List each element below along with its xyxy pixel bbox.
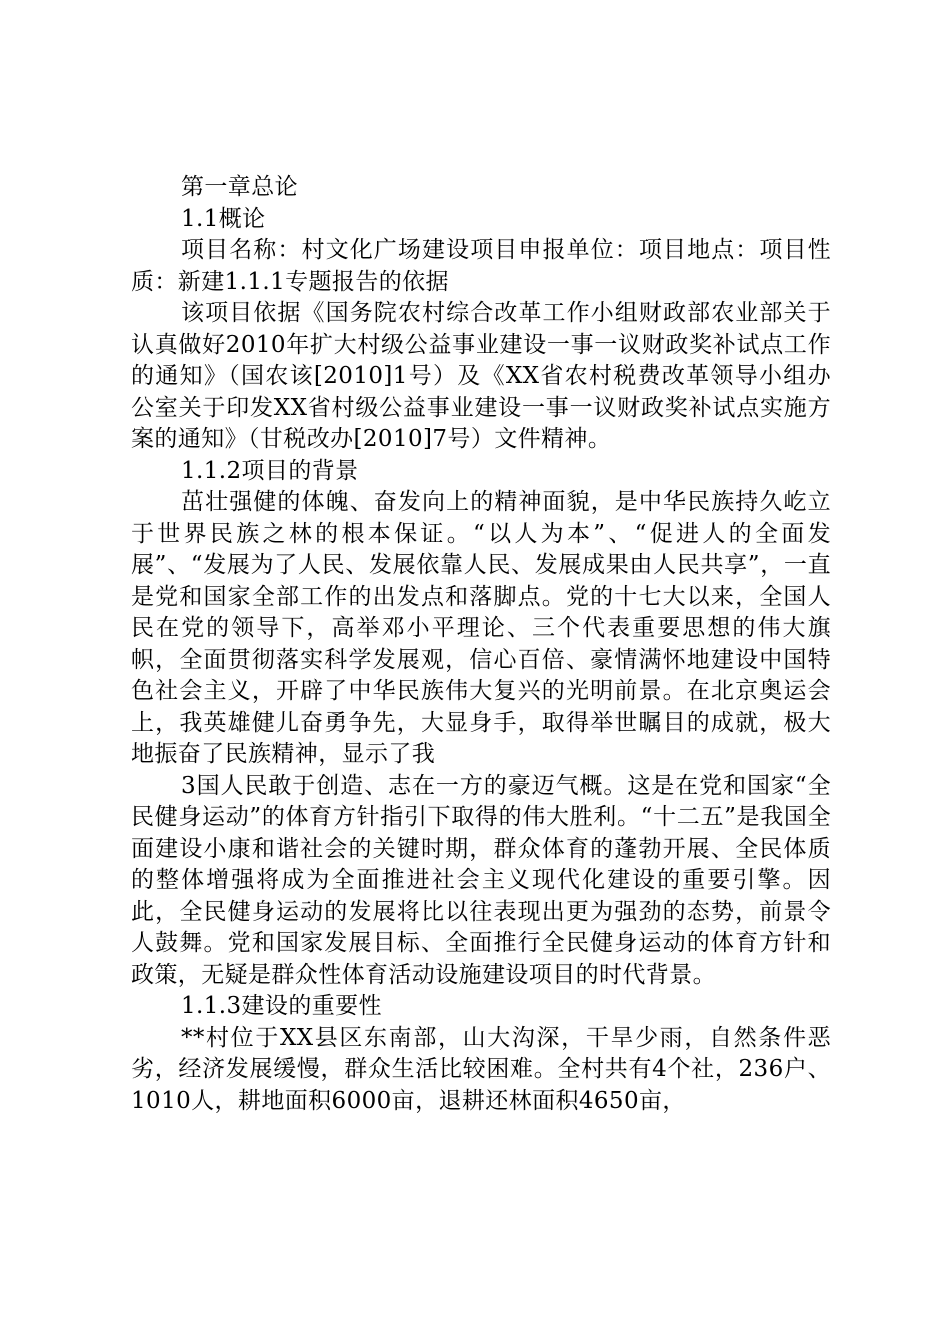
document-body <box>131 172 831 1117</box>
background-paragraph-2: 3国人民敢于创造、志在一方的豪迈气概。这是在党和国家“全民健身运动”的体育方针指引下取得的伟大胜利。“十二五”是我国全面建设小康和谐社会的关键时期，群众体育的蓬勃开展、全民体质的整体增强将成为全面推进社会主义现代化建设的重要引擎。因此，全民健身运动的发展将比以往表现出更为强劲的态势，前景令人鼓舞。党和国家发展目标、全面推行全民健身运动的体育方针和政策，无疑是群众性体育活动设施建设项目的时代背景。 <box>131 772 831 988</box>
importance-paragraph: **村位于XX县区东南部，山大沟深，干旱少雨，自然条件恶劣，经济发展缓慢，群众生活比较困难。全村共有4个社，236户、1010人，耕地面积6000亩，退耕还林面积4650亩， <box>131 1024 831 1114</box>
section-heading-1-1: 1.1概论 <box>181 205 266 232</box>
background-paragraph-1: 茁壮强健的体魄、奋发向上的精神面貌，是中华民族持久屹立于世界民族之林的根本保证。“以人为本”、“促进人的全面发展”、“发展为了人民、发展依靠人民、发展成果由人民共享”，一直是党和国家全部工作的出发点和落脚点。党的十七大以来，全国人民在党的领导下，高举邓小平理论、三个代表重要思想的伟大旗帜，全面贯彻落实科学发展观，信心百倍、豪情满怀地建设中国特色社会主义，开辟了中华民族伟大复兴的光明前景。在北京奥运会上，我英雄健儿奋勇争先，大显身手，取得举世瞩目的成就，极大地振奋了民族精神，显示了我 <box>131 489 831 767</box>
section-heading-1-1-2: 1.1.2项目的背景 <box>181 457 359 484</box>
chapter-title: 第一章总论 <box>181 174 298 200</box>
section-heading-1-1-3: 1.1.3建设的重要性 <box>181 993 382 1019</box>
basis-paragraph: 该项目依据《国务院农村综合改革工作小组财政部农业部关于认真做好2010年扩大村级公益事业建设一事一议财政奖补试点工作的通知》（国农该[2010]1号）及《XX省农村税费改革领导小组办公室关于印发XX省村级公益事业建设一事一议财政奖补试点实施方案的通知》（甘税改办[2010]7号）文件精神。 <box>131 300 831 452</box>
project-info-paragraph: 项目名称：村文化广场建设项目申报单位：项目地点：项目性质：新建1.1.1专题报告的依据 <box>131 237 831 295</box>
